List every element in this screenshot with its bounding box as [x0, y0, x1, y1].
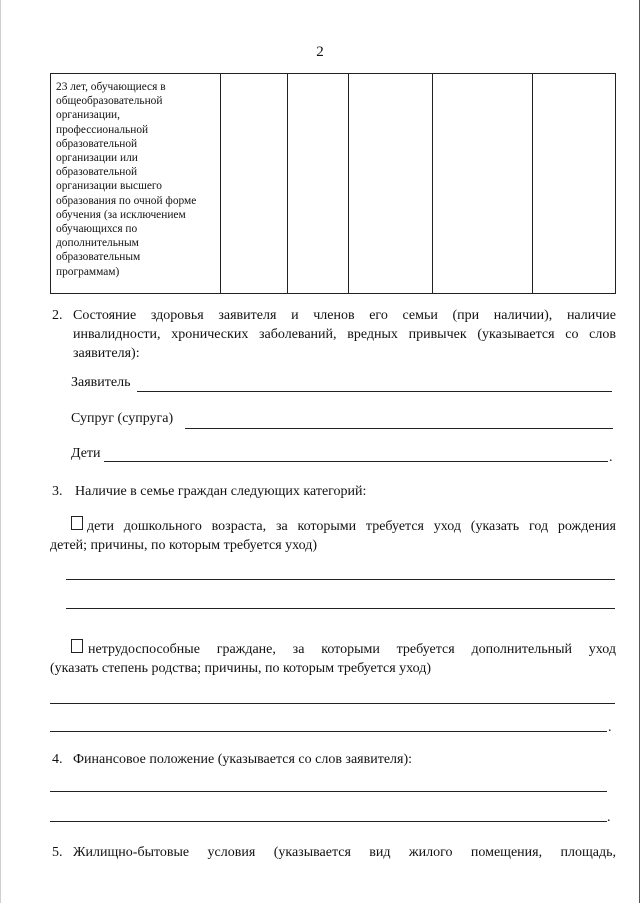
section-4-number: 4. — [52, 752, 63, 767]
cell-line: дополнительным — [56, 237, 139, 250]
cell-line: организации или — [56, 152, 138, 165]
cell-line: программам) — [56, 265, 120, 278]
finance-end-dot: . — [607, 810, 611, 825]
cell-line: образовательным — [56, 251, 141, 264]
section-4-title: Финансовое положение (указывается со слов заявителя): — [73, 752, 413, 767]
cell-line: обучающихся по — [56, 223, 138, 236]
table-cell-category — [51, 74, 221, 294]
cell-line: 23 лет, обучающиеся в — [56, 81, 166, 93]
item-2-input-line[interactable] — [50, 731, 607, 732]
cell-line: образовательной — [56, 137, 138, 150]
item-1-line: детей; причины, по которым требуется уход) — [50, 538, 317, 553]
section-2-number: 2. — [52, 308, 63, 323]
applicant-input-line[interactable] — [137, 391, 612, 392]
cell-line: общеобразовательной — [56, 95, 163, 108]
cell-line: организации, — [56, 109, 120, 122]
cell-line: профессиональной — [56, 123, 149, 136]
children-label: Дети — [71, 446, 101, 461]
section-5-number: 5. — [52, 845, 63, 860]
cell-line: образовательной — [56, 166, 138, 179]
section-3-title: Наличие в семье граждан следующих категорий: — [75, 484, 367, 499]
spouse-input-line[interactable] — [185, 428, 613, 429]
section-2-text — [73, 306, 616, 363]
cell-line: организации высшего — [56, 180, 162, 193]
item-2-end-dot: . — [608, 720, 612, 735]
item-2-line: нетрудоспособные граждане, за которыми требуется дополнительный уход — [88, 642, 616, 657]
table-cell-empty[interactable] — [349, 74, 433, 294]
table-row — [51, 74, 616, 294]
item-1-line: дети дошкольного возраста, за которыми требуется уход (указать год рождения — [87, 519, 616, 534]
applicant-label: Заявитель — [71, 375, 131, 390]
item-2-input-line[interactable] — [50, 703, 615, 704]
section-2-line: заявителя): — [73, 346, 140, 361]
children-end-dot: . — [609, 450, 613, 465]
table-cell-empty[interactable] — [533, 74, 616, 294]
section-3-item-2 — [50, 640, 616, 678]
section-2-line: инвалидности, хронических заболеваний, вредных привычек (указывается со слов — [73, 327, 616, 342]
section-3-item-1 — [50, 517, 616, 555]
section-5-text: Жилищно-бытовые условия (указывается вид жилого помещения, площадь, — [73, 845, 616, 860]
page-number: 2 — [316, 44, 324, 60]
continuation-table — [50, 73, 616, 294]
section-3-number: 3. — [52, 484, 63, 499]
table-cell-empty[interactable] — [288, 74, 349, 294]
section-2-line: Состояние здоровья заявителя и членов его семьи (при наличии), наличие — [73, 308, 616, 323]
cell-line: обучения (за исключением — [56, 208, 186, 221]
table-cell-empty[interactable] — [221, 74, 288, 294]
children-input-line[interactable] — [104, 461, 608, 462]
finance-input-line[interactable] — [50, 821, 607, 822]
cell-line: образования по очной форме — [56, 194, 197, 207]
item-1-input-line[interactable] — [66, 608, 615, 609]
spouse-label: Супруг (супруга) — [71, 411, 174, 426]
finance-input-line[interactable] — [50, 791, 607, 792]
table-cell-empty[interactable] — [433, 74, 533, 294]
item-2-line: (указать степень родства; причины, по которым требуется уход) — [50, 661, 431, 676]
item-1-input-line[interactable] — [66, 579, 615, 580]
